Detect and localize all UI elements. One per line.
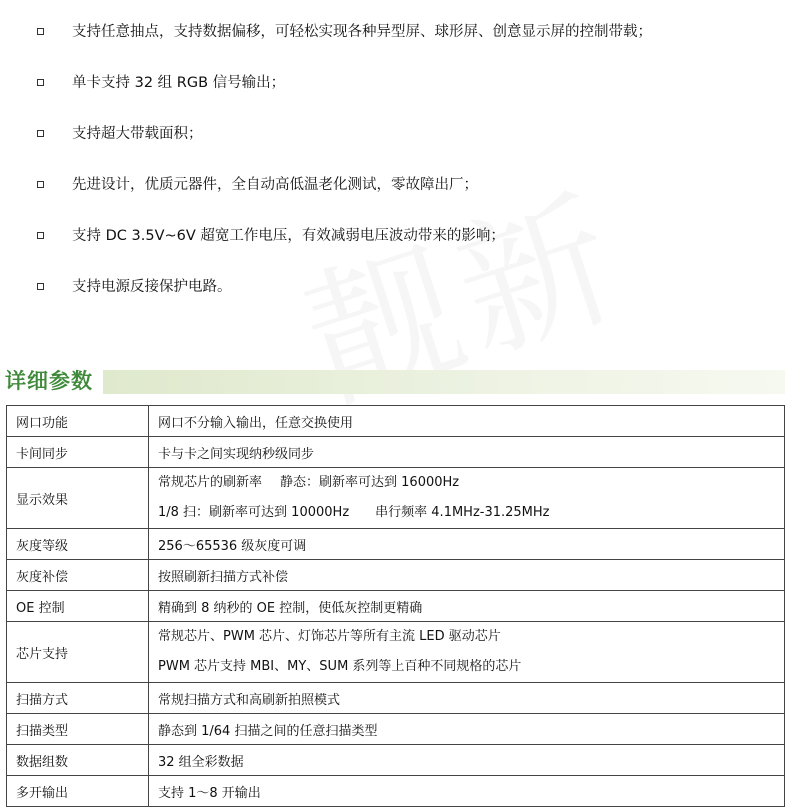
spec-key: 显示效果 [7,468,149,529]
table-row [7,683,785,714]
feature-item [0,110,800,161]
spec-key: 芯片支持 [7,622,149,683]
spec-key: OE 控制 [7,591,149,622]
spec-line [158,468,775,498]
spec-text: 串行频率 4.1MHz-31.25MHz [375,505,550,520]
section-header [5,366,785,396]
feature-item [0,212,800,263]
spec-value: 256～65536 级灰度可调 [149,529,785,560]
spec-value: 常规扫描方式和高刷新拍照模式 [149,683,785,714]
feature-text: 支持超大带载面积； [72,126,203,142]
table-row [7,591,785,622]
feature-item [0,8,800,59]
spec-key: 扫描方式 [7,683,149,714]
square-bullet-icon [37,130,44,137]
spec-table [6,405,785,807]
spec-text: 静态：刷新率可达到 16000Hz [280,475,460,490]
spec-value: 精确到 8 纳秒的 OE 控制，使低灰控制更精确 [149,591,785,622]
feature-text: 支持 DC 3.5V~6V 超宽工作电压，有效减弱电压波动带来的影响； [72,228,505,244]
feature-item [0,59,800,110]
table-row [7,437,785,468]
feature-text: 支持任意抽点，支持数据偏移，可轻松实现各种异型屏、球形屏、创意显示屏的控制带载； [72,24,652,40]
feature-item [0,161,800,212]
table-row [7,714,785,745]
spec-value [149,468,785,529]
spec-value: 支持 1～8 开输出 [149,776,785,807]
spec-key: 多开输出 [7,776,149,807]
spec-key: 数据组数 [7,745,149,776]
spec-line: PWM 芯片支持 MBI、MY、SUM 系列等上百种不同规格的芯片 [158,659,522,674]
table-row [7,622,785,683]
spec-key: 扫描类型 [7,714,149,745]
spec-value [149,622,785,683]
spec-line [158,498,775,528]
table-row [7,560,785,591]
spec-value: 32 组全彩数据 [149,745,785,776]
square-bullet-icon [37,283,44,290]
square-bullet-icon [37,79,44,86]
table-row [7,406,785,437]
spec-text: 常规芯片的刷新率 [158,475,263,490]
spec-key: 灰度等级 [7,529,149,560]
square-bullet-icon [37,181,44,188]
feature-list [0,8,800,314]
table-row [7,776,785,807]
square-bullet-icon [37,28,44,35]
spec-value: 网口不分输入输出，任意交换使用 [149,406,785,437]
section-header-bar [103,370,785,394]
table-row [7,529,785,560]
spec-key: 卡间同步 [7,437,149,468]
spec-value: 按照刷新扫描方式补偿 [149,560,785,591]
spec-key: 灰度补偿 [7,560,149,591]
square-bullet-icon [37,232,44,239]
table-row [7,745,785,776]
spec-value: 卡与卡之间实现纳秒级同步 [149,437,785,468]
feature-text: 先进设计，优质元器件，全自动高低温老化测试，零故障出厂； [72,177,478,193]
feature-text: 单卡支持 32 组 RGB 信号输出； [72,75,286,91]
feature-item [0,263,800,314]
spec-value: 静态到 1/64 扫描之间的任意扫描类型 [149,714,785,745]
section-title: 详细参数 [5,369,93,393]
spec-text: 1/8 扫：刷新率可达到 10000Hz [158,505,350,520]
spec-key: 网口功能 [7,406,149,437]
spec-line: 常规芯片、PWM 芯片、灯饰芯片等所有主流 LED 驱动芯片 [158,629,501,644]
feature-text: 支持电源反接保护电路。 [72,279,232,295]
table-row [7,468,785,529]
